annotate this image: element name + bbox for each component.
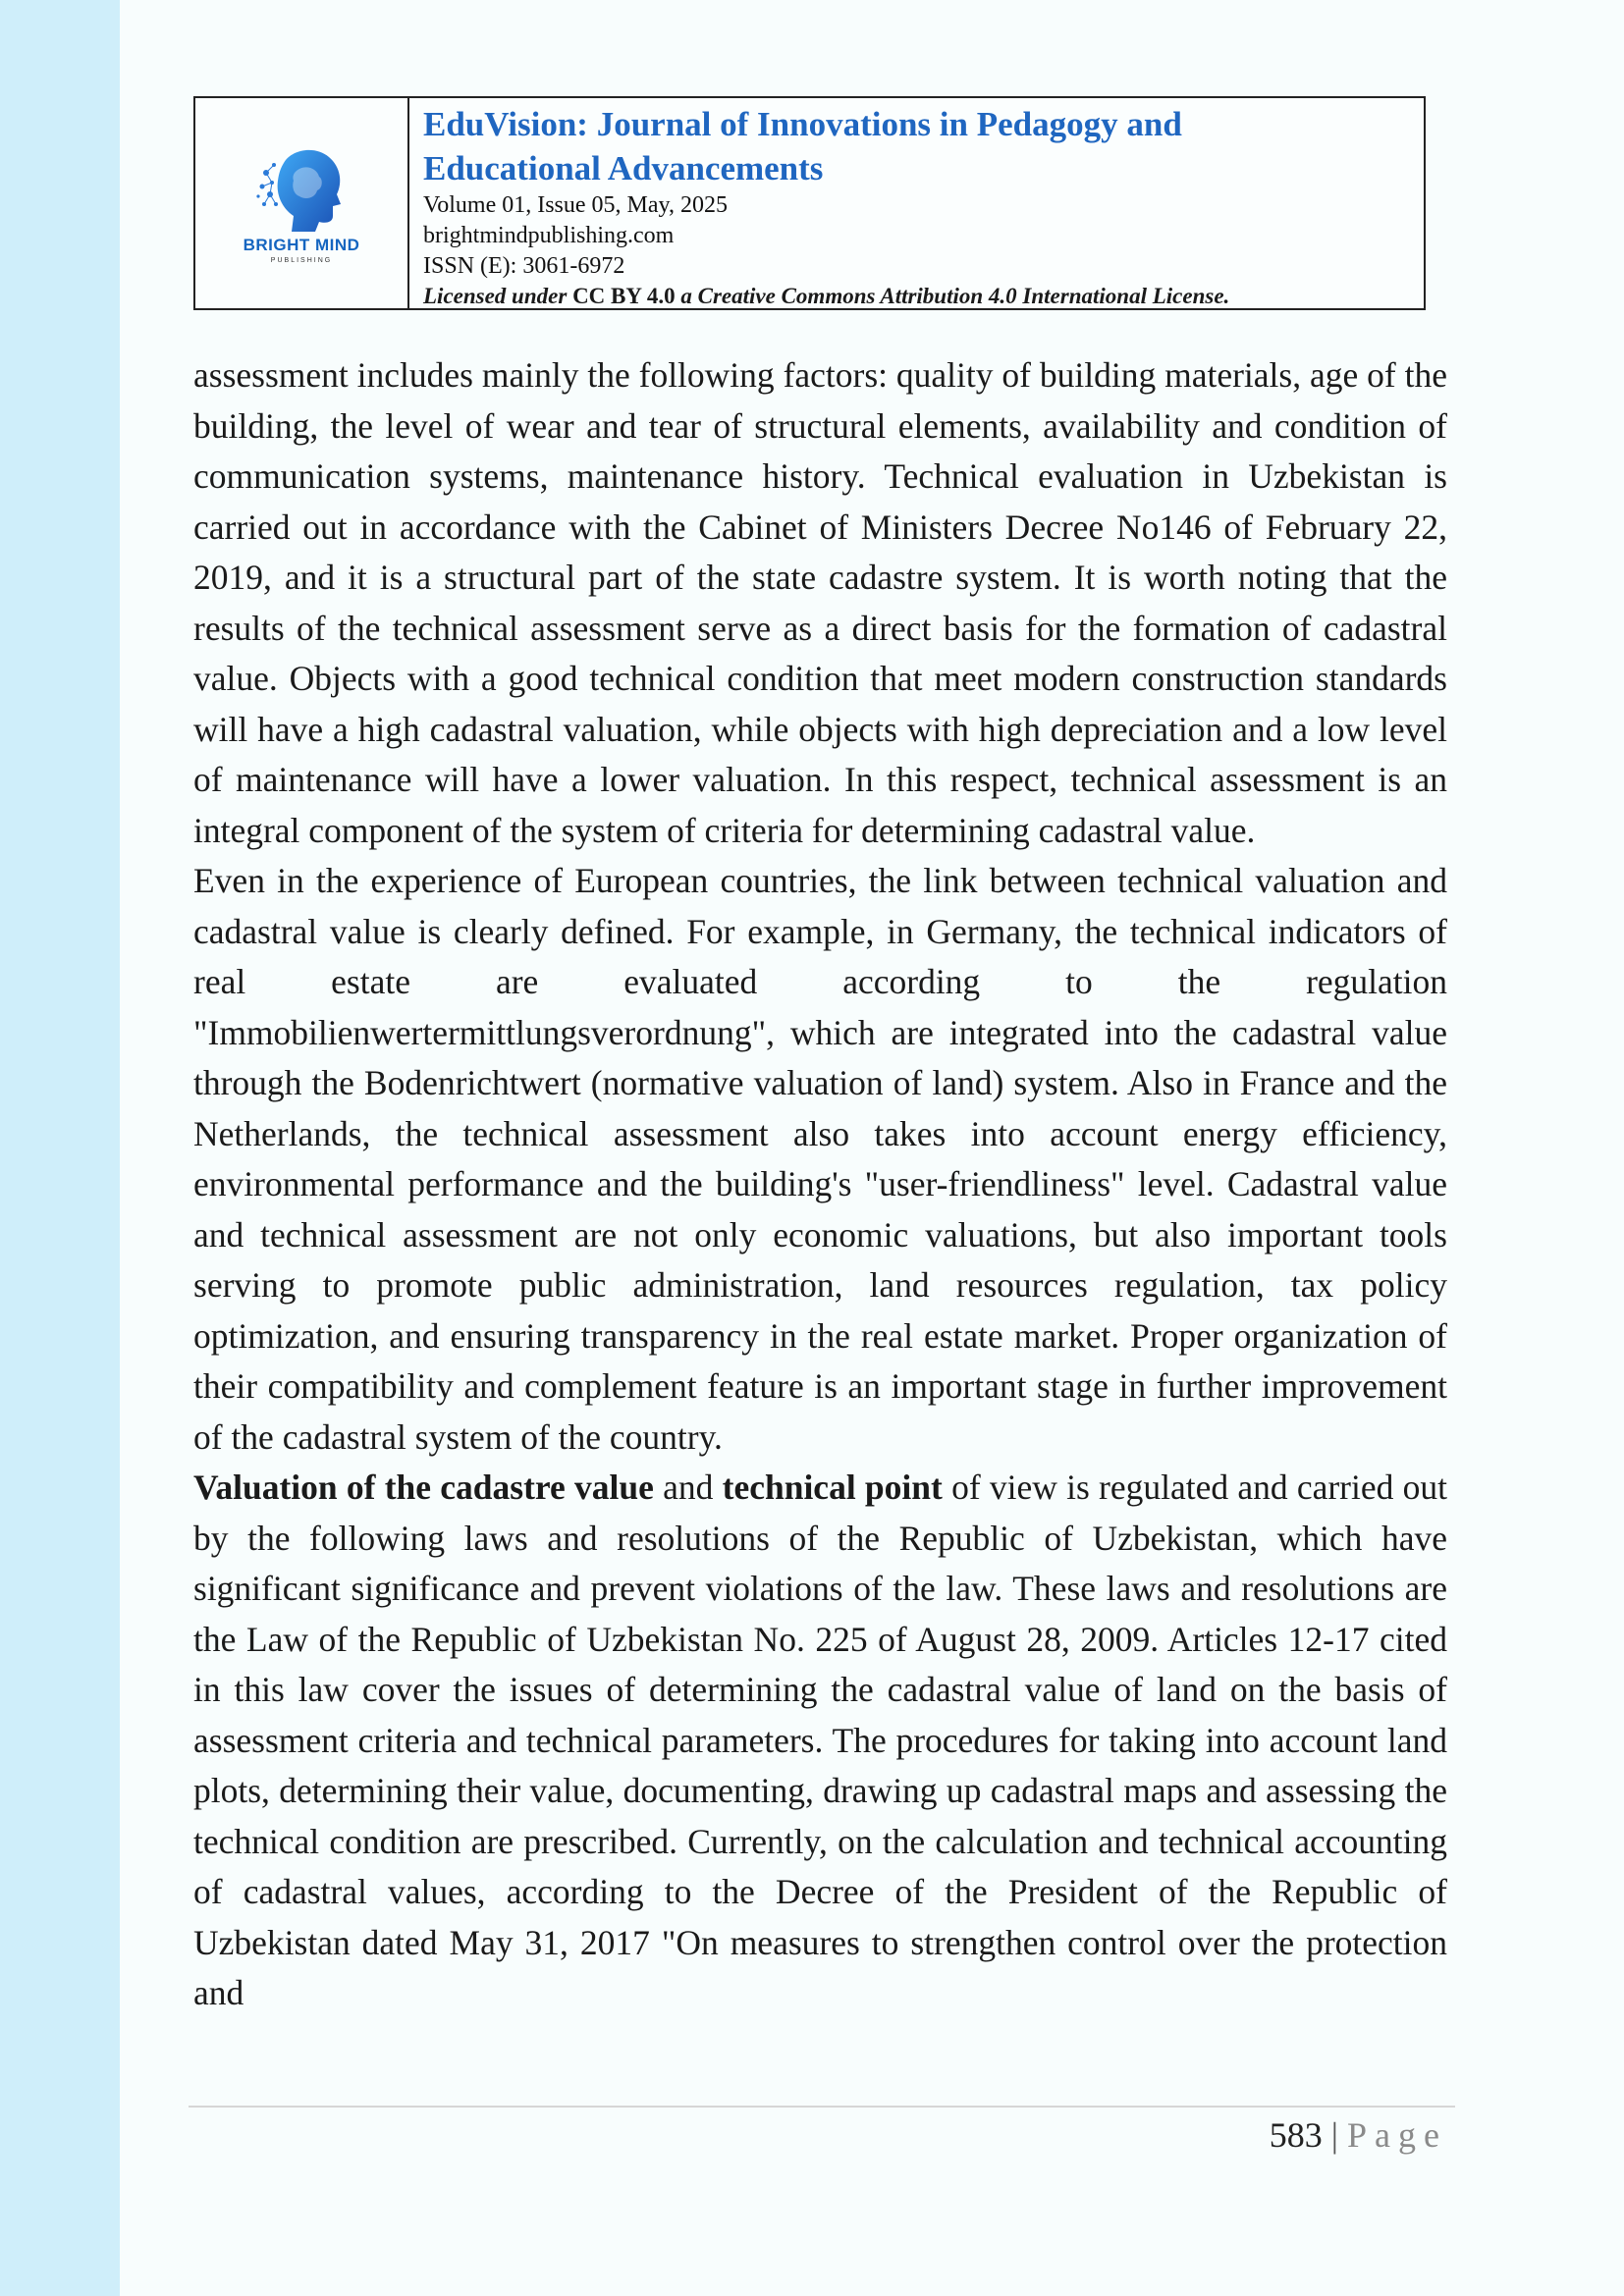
- conjunction: and: [653, 1468, 723, 1507]
- page-footer: [1270, 2110, 1447, 2160]
- journal-title-line2: Educational Advancements: [423, 149, 824, 187]
- journal-info: [409, 98, 1424, 308]
- journal-title-line1: EduVision: Journal of Innovations in Pedagogy and: [423, 105, 1182, 143]
- paragraph-2: Even in the experience of European countries, the link between technical valuation and cadastral value is clearly defined. For example, in Germany, the technical indicators of real estate are evaluated according to the regulation "Immobilienwertermittlungsverordnung", which are integrated into the cadastral value through the Bodenrichtwert (normative valuation of land) system. Also in France and the Netherlands, the technical assessment also takes into account energy efficiency, environmental performance and the building's "user-friendliness" level. Cadastral value and technical assessment are not only economic valuations, but also important tools serving to promote public administration, land resources regulation, tax policy optimization, and ensuring transparency in the real estate market. Proper organization of their compatibility and complement feature is an important stage in further improvement of the cadastral system of the country.: [193, 861, 1447, 1457]
- paragraph-3-text: of view is regulated and carried out by the following laws and resolutions of the Republic of Uzbekistan, which have significant significance and prevent violations of the law. These laws and resolutions are the Law of the Republic of Uzbekistan No. 225 of August 28, 2009. Articles 12-17 cited in this law cover the issues of determining the cadastral value of land on the basis of assessment criteria and technical parameters. The procedures for taking into account land plots, determining their value, documenting, drawing up cadastral maps and assessing the technical condition are prescribed. Currently, on the calculation and technical accounting of cadastral values, according to the Decree of the President of the Republic of Uzbekistan dated May 31, 2017 "On measures to strengthen control over the protection and: [193, 1468, 1447, 2012]
- footer-separator: |: [1330, 2115, 1339, 2155]
- brain-head-icon: [254, 143, 349, 234]
- license-statement: [423, 282, 1412, 311]
- paragraph-3: [193, 1463, 1447, 2019]
- footer-divider: [189, 2106, 1455, 2108]
- journal-website: brightmindpublishing.com: [423, 223, 675, 248]
- page-label: Page: [1347, 2115, 1447, 2155]
- license-suffix: a Creative Commons Attribution 4.0 International License.: [680, 284, 1230, 308]
- publisher-logo: [195, 98, 409, 308]
- license-prefix: Licensed under: [423, 284, 568, 308]
- left-side-band: [0, 0, 120, 2296]
- paragraph-1: assessment includes mainly the following factors: quality of building materials, age of the building, the level of wear and tear of structural elements, availability and condition of communication systems, maintenance history. Technical evaluation in Uzbekistan is carried out in accordance with the Cabinet of Ministers Decree No146 of February 22, 2019, and it is a structural part of the state cadastre system. It is worth noting that the results of the technical assessment serve as a direct basis for the formation of cadastral value. Objects with a good technical condition that meet modern construction standards will have a high cadastral valuation, while objects with high depreciation and a low level of maintenance will have a lower valuation. In this respect, technical assessment is an integral component of the system of criteria for determining cadastral value.: [193, 355, 1447, 850]
- license-cc: CC BY 4.0: [572, 284, 676, 308]
- volume-issue: Volume 01, Issue 05, May, 2025: [423, 192, 728, 218]
- logo-sub-text: PUBLISHING: [270, 256, 333, 264]
- page-number: 583: [1269, 2115, 1323, 2155]
- journal-header: [193, 96, 1426, 310]
- journal-title: [423, 102, 1412, 190]
- bold-term-technical-point: technical point: [722, 1468, 943, 1507]
- article-body: [193, 350, 1447, 2019]
- bold-term-cadastre-value: Valuation of the cadastre value: [193, 1468, 654, 1507]
- logo-brand-text: BRIGHT MIND: [243, 235, 360, 254]
- issn: ISSN (E): 3061-6972: [423, 253, 625, 279]
